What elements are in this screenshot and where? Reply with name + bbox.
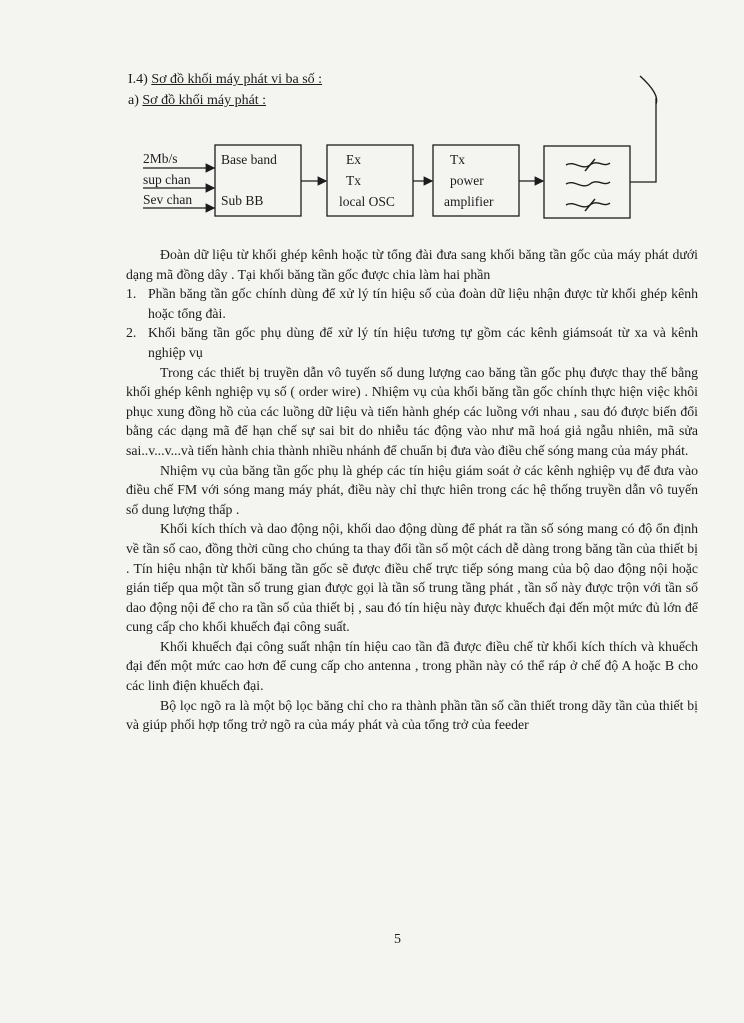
list-item xyxy=(126,323,698,362)
antenna-dish-icon xyxy=(640,76,657,104)
paragraph-main-baseband: Trong các thiết bị truyền dẫn vô tuyến số dung lượng cao băng tần gốc phụ được thay thế bằng khối ghép kênh nghiệp vụ số ( order wire) . Nhiệm vụ của khối băng tần gốc chính thực hiện việc khôi phục xung đồng hồ của các luồng dữ liệu và tiến hành ghép các luồng với nhau , sau đó được biến đổi bằng các dạng mã để hạn chế sự sai bit do nhiễu tác động vào như mã hoá giả ngẫu nhiên, mã sửa sai..v...v...và tiến hành chia thành nhiều nhánh để chuẩn bị đưa vào điều chế sóng mang của máy phát. xyxy=(126,364,698,458)
list-number: 2. xyxy=(126,325,137,341)
amp-power-label: power xyxy=(450,173,484,188)
transmitter-block-diagram xyxy=(0,0,744,240)
paragraph-sub-baseband: Nhiệm vụ của băng tần gốc phụ là ghép các tín hiệu giám soát ở các kênh nghiệp vụ để đưa vào điều chế FM với sóng mang máy phát, điều này chỉ thực hiên trong các hệ thống truyền dẫn vô tuyến số dung lượng thấp . xyxy=(126,462,698,517)
paragraph-output-filter: Bộ lọc ngõ ra là một bộ lọc băng chỉ cho ra thành phần tần số cần thiết trong dãy tần của thiết bị và giúp phối hợp tổng trở ngõ ra của máy phát và của tổng trở của feeder xyxy=(126,697,698,733)
list-number: 1. xyxy=(126,286,137,302)
subsection-title: Sơ đồ khối máy phát : xyxy=(142,93,267,108)
feeder-line xyxy=(630,98,656,182)
local-osc-label: local OSC xyxy=(339,194,395,209)
list-item xyxy=(126,284,698,323)
list-text: Phần băng tần gốc chính dùng để xử lý tín hiệu số của đoàn dữ liệu nhận được từ khối ghép kênh hoặc tổng đài. xyxy=(148,286,698,321)
amp-tx-label: Tx xyxy=(450,152,465,167)
input-label-sup-chan: sup chan xyxy=(143,172,191,187)
bandpass-filter-icon xyxy=(566,159,610,211)
paragraph-intro: Đoàn dữ liệu từ khối ghép kênh hoặc từ tổng đài đưa sang khối băng tần gốc của máy phát dưới dạng mã đồng dây . Tại khối băng tần gốc được chia làm hai phần xyxy=(126,247,698,282)
input-label-2mbps: 2Mb/s xyxy=(143,151,178,166)
body-text xyxy=(126,245,698,735)
sub-bb-label: Sub BB xyxy=(221,193,264,208)
tx-label: Tx xyxy=(346,173,361,188)
page-number: 5 xyxy=(394,932,401,947)
list-text: Khối băng tần gốc phụ dùng để xử lý tín hiệu tương tự gồm các kênh giámsoát từ xa và kênh nghiệp vụ xyxy=(148,325,698,360)
ex-label: Ex xyxy=(346,152,361,167)
input-label-sev-chan: Sev chan xyxy=(143,192,193,207)
baseband-label: Base band xyxy=(221,152,277,167)
section-number: I.4) xyxy=(128,72,148,87)
section-title: Sơ đồ khối máy phát vi ba số : xyxy=(151,72,323,87)
paragraph-power-amplifier: Khối khuếch đại công suất nhận tín hiệu cao tần đã được điều chế từ khối kích thích và khuếch đại đến một mức cao hơn để cung cấp cho antenna , trong phần này có thể ráp ở chế độ A hoặc B cho các linh điện khuếch đại. xyxy=(126,638,698,694)
paragraph-exciter: Khối kích thích và dao động nội, khối dao động dùng để phát ra tần số sóng mang có độ ổn định về tần số cao, đồng thời cũng cho chúng ta thay đổi tần số một cách dễ dàng trong băng tần của thiết bị . Tín hiệu nhận từ khối băng tần gốc sẽ được điều chế trực tiếp sóng mang của bộ dao động nội hoặc gián tiếp qua một tần số trung gian được gọi là tần số trung tầng phát , tần số này được trộn với tần số dao động nội để cho ra tần số của thiết bị , sau đó tín hiệu này được khuếch đại đến một mức đủ lớn để cung cấp cho khối khuếch đại công suất. xyxy=(126,521,698,635)
subsection-number: a) xyxy=(128,93,139,108)
amp-amplifier-label: amplifier xyxy=(444,194,494,209)
